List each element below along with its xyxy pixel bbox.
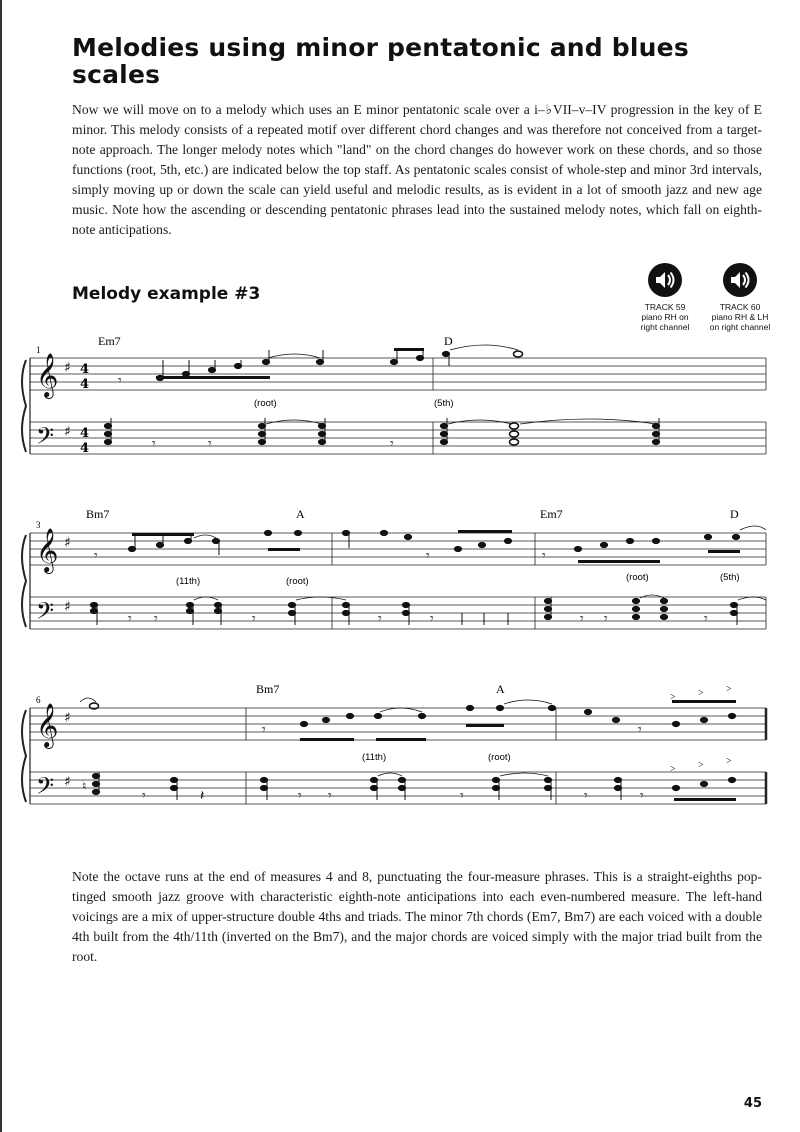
measure-number: 1 [36, 345, 41, 355]
chord-symbol: Em7 [98, 334, 121, 348]
intro-paragraph: Now we will move on to a melody which uses an E minor pentatonic scale over a i–♭VII–v–IV progression in the key of E minor. This melody consists of a repeated motif over different chord changes and was therefore not conceived from a target-note approach. The longer melody notes which "land" on the chord changes do however work on these chords, and so those functions (root, 5th, etc.) are indicated below the top staff. As pentatonic scales consist of whole-step and minor 3rd intervals, simply moving up or down the scale can yield useful and melodic results, as is evident in a lot of smooth jazz and new age music. Note how the ascending or descending pentatonic phrases lead into the sustained melody notes, which fall on eighth-note anticipations. [72, 102, 762, 237]
svg-text:𝄾: 𝄾 [142, 789, 146, 804]
function-label: (11th) [362, 752, 387, 763]
sharp-icon: ♯ [64, 535, 71, 551]
svg-text:𝄾: 𝄾 [426, 549, 430, 564]
bass-clef-icon: 𝄢 [36, 422, 55, 455]
sharp-icon: ♯ [64, 599, 71, 615]
svg-text:𝄾: 𝄾 [460, 789, 464, 804]
svg-text:𝄾: 𝄾 [94, 549, 98, 564]
svg-text:𝄾: 𝄾 [154, 612, 158, 627]
svg-text:𝄽: 𝄽 [200, 789, 205, 804]
track-desc: piano RH on [641, 312, 689, 322]
function-label: (root) [488, 752, 511, 763]
svg-text:𝄾: 𝄾 [152, 437, 156, 452]
function-label: (root) [286, 576, 309, 587]
function-label: (5th) [434, 398, 454, 409]
measure-number: 6 [36, 695, 41, 705]
svg-text:>: > [726, 684, 732, 695]
svg-text:𝄾: 𝄾 [328, 789, 332, 804]
svg-text:𝄾: 𝄾 [604, 612, 608, 627]
page-number: 45 [743, 1096, 762, 1111]
treble-clef-icon: 𝄞 [36, 353, 59, 397]
svg-text:𝄾: 𝄾 [640, 789, 644, 804]
svg-text:𝄾: 𝄾 [208, 437, 212, 452]
track-desc: right channel [640, 322, 690, 332]
svg-text:𝄾: 𝄾 [128, 612, 132, 627]
svg-text:𝄾: 𝄾 [584, 789, 588, 804]
track-desc: on right channel [709, 322, 771, 332]
svg-text:𝄾: 𝄾 [704, 612, 708, 627]
svg-text:𝄾: 𝄾 [638, 723, 642, 738]
chord-symbol: D [730, 507, 739, 521]
function-label: (5th) [720, 572, 740, 583]
sharp-icon: ♯ [64, 710, 71, 726]
svg-text:>: > [698, 688, 704, 699]
track-number: TRACK 59 [644, 302, 686, 312]
time-sig-bottom: 4 [80, 441, 90, 456]
svg-text:𝄾: 𝄾 [430, 612, 434, 627]
bass-clef-icon: 𝄢 [36, 772, 55, 805]
system-3-staves [22, 708, 766, 804]
svg-text:𝄾: 𝄾 [118, 374, 122, 389]
chord-symbol: Em7 [540, 507, 563, 521]
chord-symbol: Bm7 [256, 682, 280, 696]
page-heading: Melodies using minor pentatonic and blues scales [72, 33, 689, 89]
chord-symbol: A [496, 682, 505, 696]
sharp-icon: ♯ [64, 774, 71, 790]
sharp-icon: ♯ [64, 424, 71, 440]
notation-marks [80, 345, 766, 804]
svg-text:𝄾: 𝄾 [378, 612, 382, 627]
clefs [36, 353, 71, 805]
time-sig-top: 4 [80, 426, 90, 441]
track-desc: piano RH & LH [711, 312, 769, 322]
measure-number: 3 [36, 520, 41, 530]
function-label: (root) [254, 398, 277, 409]
svg-text:>: > [670, 692, 676, 703]
function-label: (root) [626, 572, 649, 583]
svg-text:♮: ♮ [82, 779, 87, 793]
closing-paragraph: Note the octave runs at the end of measures 4 and 8, punctuating the four-measure phrases. This is a straight-eighths pop-tinged smooth jazz groove with characteristic eighth-note anticipations into each even-numbered measure. The left-hand voicings are a mix of upper-structure double 4ths and triads. The minor 7th chords (Em7, Bm7) are each voiced with a double 4th built from the 4th/11th (inverted on the Bm7), and the major chords are voiced simply with the major triad built from the root. [72, 869, 762, 964]
svg-text:𝄾: 𝄾 [262, 723, 266, 738]
track-number: TRACK 60 [719, 302, 761, 312]
svg-text:>: > [698, 760, 704, 771]
time-sig-bottom: 4 [80, 377, 90, 392]
function-label: (11th) [176, 576, 201, 587]
bass-clef-icon: 𝄢 [36, 597, 55, 630]
sharp-icon: ♯ [64, 360, 71, 376]
chord-symbol: D [444, 334, 453, 348]
svg-text:>: > [670, 764, 676, 775]
time-sig-top: 4 [80, 362, 90, 377]
example-title: Melody example #3 [72, 284, 261, 304]
svg-text:𝄾: 𝄾 [252, 612, 256, 627]
chord-symbol: Bm7 [86, 507, 110, 521]
treble-clef-icon: 𝄞 [36, 528, 59, 572]
svg-text:𝄾: 𝄾 [298, 789, 302, 804]
chord-symbol: A [296, 507, 305, 521]
svg-text:𝄾: 𝄾 [542, 549, 546, 564]
svg-text:𝄾: 𝄾 [390, 437, 394, 452]
treble-clef-icon: 𝄞 [36, 703, 59, 747]
svg-text:>: > [726, 756, 732, 767]
svg-text:𝄾: 𝄾 [580, 612, 584, 627]
